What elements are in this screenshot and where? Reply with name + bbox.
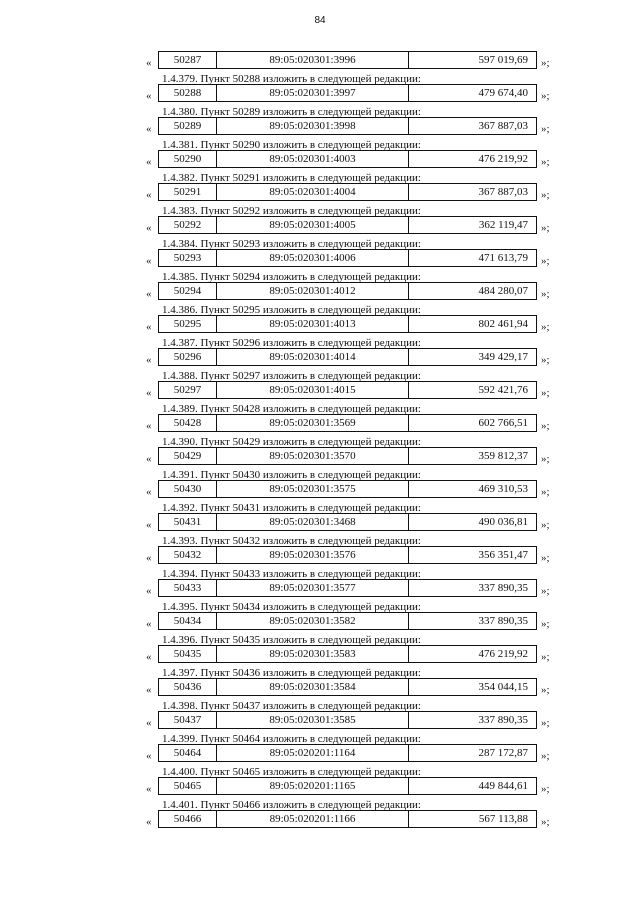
cadastral-value-cell: 367 887,03 (478, 120, 528, 132)
table-row-block (0, 381, 640, 403)
cadastral-value-cell: 597 019,69 (478, 54, 528, 66)
amendment-instruction: 1.4.401. Пункт 50466 изложить в следующей редакции: (162, 799, 421, 811)
cadastral-number-cell: 89:05:020301:4012 (217, 283, 409, 299)
cadastral-number-cell: 89:05:020301:3584 (217, 679, 409, 695)
table-row (158, 51, 537, 69)
cadastral-number-cell: 89:05:020301:4005 (217, 217, 409, 233)
table-row-block (0, 315, 640, 337)
amendment-instruction: 1.4.396. Пункт 50435 изложить в следующей редакции: (162, 634, 421, 646)
item-number-cell: 50433 (159, 580, 217, 596)
cadastral-value-cell: 362 119,47 (478, 219, 528, 231)
table-row-block (0, 678, 640, 700)
cadastral-value-cell: 567 113,88 (478, 813, 528, 825)
table-row (158, 84, 537, 102)
cadastral-number-cell: 89:05:020301:3468 (217, 514, 409, 530)
closing-quote: »; (541, 123, 550, 135)
table-row (158, 579, 537, 597)
item-number-cell: 50465 (159, 778, 217, 794)
item-number-cell: 50429 (159, 448, 217, 464)
item-number-cell: 50292 (159, 217, 217, 233)
cadastral-number-cell: 89:05:020301:3576 (217, 547, 409, 563)
cadastral-number-cell: 89:05:020301:4003 (217, 151, 409, 167)
cadastral-value-cell: 479 674,40 (478, 87, 528, 99)
table-row-block (0, 612, 640, 634)
cadastral-value-cell: 484 280,07 (478, 285, 528, 297)
cadastral-number-cell: 89:05:020301:3585 (217, 712, 409, 728)
table-row-block (0, 546, 640, 568)
cadastral-number-cell: 89:05:020301:3575 (217, 481, 409, 497)
table-row (158, 282, 537, 300)
closing-quote: »; (541, 387, 550, 399)
item-number-cell: 50288 (159, 85, 217, 101)
table-row-block (0, 579, 640, 601)
cadastral-value-cell: 349 429,17 (478, 351, 528, 363)
amendment-instruction: 1.4.379. Пункт 50288 изложить в следующей редакции: (162, 73, 421, 85)
opening-quote: « (146, 618, 152, 630)
table-row-block (0, 216, 640, 238)
cadastral-value-cell: 471 613,79 (478, 252, 528, 264)
table-row (158, 348, 537, 366)
item-number-cell: 50293 (159, 250, 217, 266)
amendment-instruction: 1.4.392. Пункт 50431 изложить в следующей редакции: (162, 502, 421, 514)
table-row-block (0, 348, 640, 370)
closing-quote: »; (541, 90, 550, 102)
amendment-instruction: 1.4.391. Пункт 50430 изложить в следующей редакции: (162, 469, 421, 481)
cadastral-number-cell: 89:05:020201:1165 (217, 778, 409, 794)
cadastral-value-cell: 354 044,15 (478, 681, 528, 693)
closing-quote: »; (541, 585, 550, 597)
amendment-instruction: 1.4.381. Пункт 50290 изложить в следующей редакции: (162, 139, 421, 151)
cadastral-value-cell: 337 890,35 (478, 714, 528, 726)
opening-quote: « (146, 816, 152, 828)
closing-quote: »; (541, 420, 550, 432)
table-row (158, 480, 537, 498)
item-number-cell: 50289 (159, 118, 217, 134)
amendment-instruction: 1.4.389. Пункт 50428 изложить в следующей редакции: (162, 403, 421, 415)
table-row-block (0, 282, 640, 304)
opening-quote: « (146, 354, 152, 366)
closing-quote: »; (541, 57, 550, 69)
opening-quote: « (146, 651, 152, 663)
document-body (0, 51, 640, 832)
table-row-block (0, 513, 640, 535)
cadastral-value-cell: 337 890,35 (478, 615, 528, 627)
table-row (158, 678, 537, 696)
amendment-instruction: 1.4.388. Пункт 50297 изложить в следующей редакции: (162, 370, 421, 382)
item-number-cell: 50431 (159, 514, 217, 530)
cadastral-number-cell: 89:05:020301:4014 (217, 349, 409, 365)
opening-quote: « (146, 420, 152, 432)
amendment-instruction: 1.4.382. Пункт 50291 изложить в следующей редакции: (162, 172, 421, 184)
amendment-instruction: 1.4.383. Пункт 50292 изложить в следующей редакции: (162, 205, 421, 217)
cadastral-value-cell: 449 844,61 (478, 780, 528, 792)
cadastral-number-cell: 89:05:020301:3997 (217, 85, 409, 101)
cadastral-number-cell: 89:05:020201:1164 (217, 745, 409, 761)
cadastral-number-cell: 89:05:020201:1166 (217, 811, 409, 827)
closing-quote: »; (541, 453, 550, 465)
opening-quote: « (146, 684, 152, 696)
table-row-block (0, 777, 640, 799)
item-number-cell: 50287 (159, 52, 217, 68)
table-row-block (0, 150, 640, 172)
item-number-cell: 50294 (159, 283, 217, 299)
cadastral-number-cell: 89:05:020301:3582 (217, 613, 409, 629)
closing-quote: »; (541, 717, 550, 729)
item-number-cell: 50296 (159, 349, 217, 365)
table-row (158, 216, 537, 234)
opening-quote: « (146, 783, 152, 795)
opening-quote: « (146, 519, 152, 531)
closing-quote: »; (541, 255, 550, 267)
item-number-cell: 50464 (159, 745, 217, 761)
table-row-block (0, 447, 640, 469)
table-row-block (0, 810, 640, 832)
table-row-block (0, 711, 640, 733)
table-row (158, 150, 537, 168)
closing-quote: »; (541, 519, 550, 531)
closing-quote: »; (541, 486, 550, 498)
cadastral-value-cell: 802 461,94 (478, 318, 528, 330)
page-number: 84 (314, 15, 326, 26)
opening-quote: « (146, 387, 152, 399)
table-row (158, 381, 537, 399)
table-row (158, 810, 537, 828)
cadastral-number-cell: 89:05:020301:4006 (217, 250, 409, 266)
table-row (158, 546, 537, 564)
cadastral-value-cell: 490 036,81 (478, 516, 528, 528)
opening-quote: « (146, 453, 152, 465)
table-row-block (0, 414, 640, 436)
cadastral-value-cell: 592 421,76 (478, 384, 528, 396)
table-row (158, 711, 537, 729)
opening-quote: « (146, 750, 152, 762)
cadastral-value-cell: 469 310,53 (478, 483, 528, 495)
cadastral-value-cell: 337 890,35 (478, 582, 528, 594)
table-row-block (0, 480, 640, 502)
cadastral-value-cell: 476 219,92 (478, 153, 528, 165)
opening-quote: « (146, 90, 152, 102)
item-number-cell: 50428 (159, 415, 217, 431)
opening-quote: « (146, 222, 152, 234)
item-number-cell: 50437 (159, 712, 217, 728)
closing-quote: »; (541, 651, 550, 663)
closing-quote: »; (541, 552, 550, 564)
table-row-block (0, 183, 640, 205)
opening-quote: « (146, 288, 152, 300)
cadastral-number-cell: 89:05:020301:3996 (217, 52, 409, 68)
closing-quote: »; (541, 684, 550, 696)
table-row-block (0, 645, 640, 667)
item-number-cell: 50295 (159, 316, 217, 332)
cadastral-value-cell: 359 812,37 (478, 450, 528, 462)
table-row (158, 513, 537, 531)
cadastral-value-cell: 602 766,51 (478, 417, 528, 429)
cadastral-value-cell: 476 219,92 (478, 648, 528, 660)
closing-quote: »; (541, 288, 550, 300)
cadastral-number-cell: 89:05:020301:4013 (217, 316, 409, 332)
cadastral-number-cell: 89:05:020301:4004 (217, 184, 409, 200)
table-row (158, 777, 537, 795)
opening-quote: « (146, 189, 152, 201)
amendment-instruction: 1.4.400. Пункт 50465 изложить в следующей редакции: (162, 766, 421, 778)
opening-quote: « (146, 123, 152, 135)
closing-quote: »; (541, 618, 550, 630)
cadastral-number-cell: 89:05:020301:3577 (217, 580, 409, 596)
cadastral-number-cell: 89:05:020301:3569 (217, 415, 409, 431)
opening-quote: « (146, 585, 152, 597)
closing-quote: »; (541, 354, 550, 366)
closing-quote: »; (541, 189, 550, 201)
cadastral-number-cell: 89:05:020301:3570 (217, 448, 409, 464)
closing-quote: »; (541, 750, 550, 762)
amendment-instruction: 1.4.393. Пункт 50432 изложить в следующей редакции: (162, 535, 421, 547)
table-row (158, 414, 537, 432)
closing-quote: »; (541, 816, 550, 828)
amendment-instruction: 1.4.398. Пункт 50437 изложить в следующей редакции: (162, 700, 421, 712)
item-number-cell: 50297 (159, 382, 217, 398)
cadastral-value-cell: 367 887,03 (478, 186, 528, 198)
item-number-cell: 50291 (159, 184, 217, 200)
table-row (158, 183, 537, 201)
table-row-block (0, 249, 640, 271)
table-row (158, 315, 537, 333)
opening-quote: « (146, 321, 152, 333)
item-number-cell: 50466 (159, 811, 217, 827)
table-row-block (0, 84, 640, 106)
cadastral-value-cell: 356 351,47 (478, 549, 528, 561)
amendment-instruction: 1.4.399. Пункт 50464 изложить в следующей редакции: (162, 733, 421, 745)
opening-quote: « (146, 552, 152, 564)
closing-quote: »; (541, 321, 550, 333)
amendment-instruction: 1.4.395. Пункт 50434 изложить в следующей редакции: (162, 601, 421, 613)
opening-quote: « (146, 57, 152, 69)
closing-quote: »; (541, 222, 550, 234)
amendment-instruction: 1.4.387. Пункт 50296 изложить в следующей редакции: (162, 337, 421, 349)
amendment-instruction: 1.4.397. Пункт 50436 изложить в следующей редакции: (162, 667, 421, 679)
item-number-cell: 50430 (159, 481, 217, 497)
table-row (158, 447, 537, 465)
item-number-cell: 50434 (159, 613, 217, 629)
cadastral-value-cell: 287 172,87 (478, 747, 528, 759)
amendment-instruction: 1.4.384. Пункт 50293 изложить в следующей редакции: (162, 238, 421, 250)
closing-quote: »; (541, 783, 550, 795)
item-number-cell: 50436 (159, 679, 217, 695)
table-row (158, 612, 537, 630)
amendment-instruction: 1.4.380. Пункт 50289 изложить в следующей редакции: (162, 106, 421, 118)
opening-quote: « (146, 717, 152, 729)
amendment-instruction: 1.4.394. Пункт 50433 изложить в следующей редакции: (162, 568, 421, 580)
table-row (158, 249, 537, 267)
item-number-cell: 50290 (159, 151, 217, 167)
cadastral-number-cell: 89:05:020301:3998 (217, 118, 409, 134)
cadastral-number-cell: 89:05:020301:4015 (217, 382, 409, 398)
amendment-instruction: 1.4.390. Пункт 50429 изложить в следующей редакции: (162, 436, 421, 448)
table-row-block (0, 117, 640, 139)
amendment-instruction: 1.4.386. Пункт 50295 изложить в следующей редакции: (162, 304, 421, 316)
amendment-instruction: 1.4.385. Пункт 50294 изложить в следующей редакции: (162, 271, 421, 283)
table-row (158, 645, 537, 663)
item-number-cell: 50435 (159, 646, 217, 662)
opening-quote: « (146, 156, 152, 168)
opening-quote: « (146, 255, 152, 267)
table-row-block (0, 51, 640, 73)
table-row-block (0, 744, 640, 766)
closing-quote: »; (541, 156, 550, 168)
item-number-cell: 50432 (159, 547, 217, 563)
table-row (158, 117, 537, 135)
opening-quote: « (146, 486, 152, 498)
cadastral-number-cell: 89:05:020301:3583 (217, 646, 409, 662)
table-row (158, 744, 537, 762)
